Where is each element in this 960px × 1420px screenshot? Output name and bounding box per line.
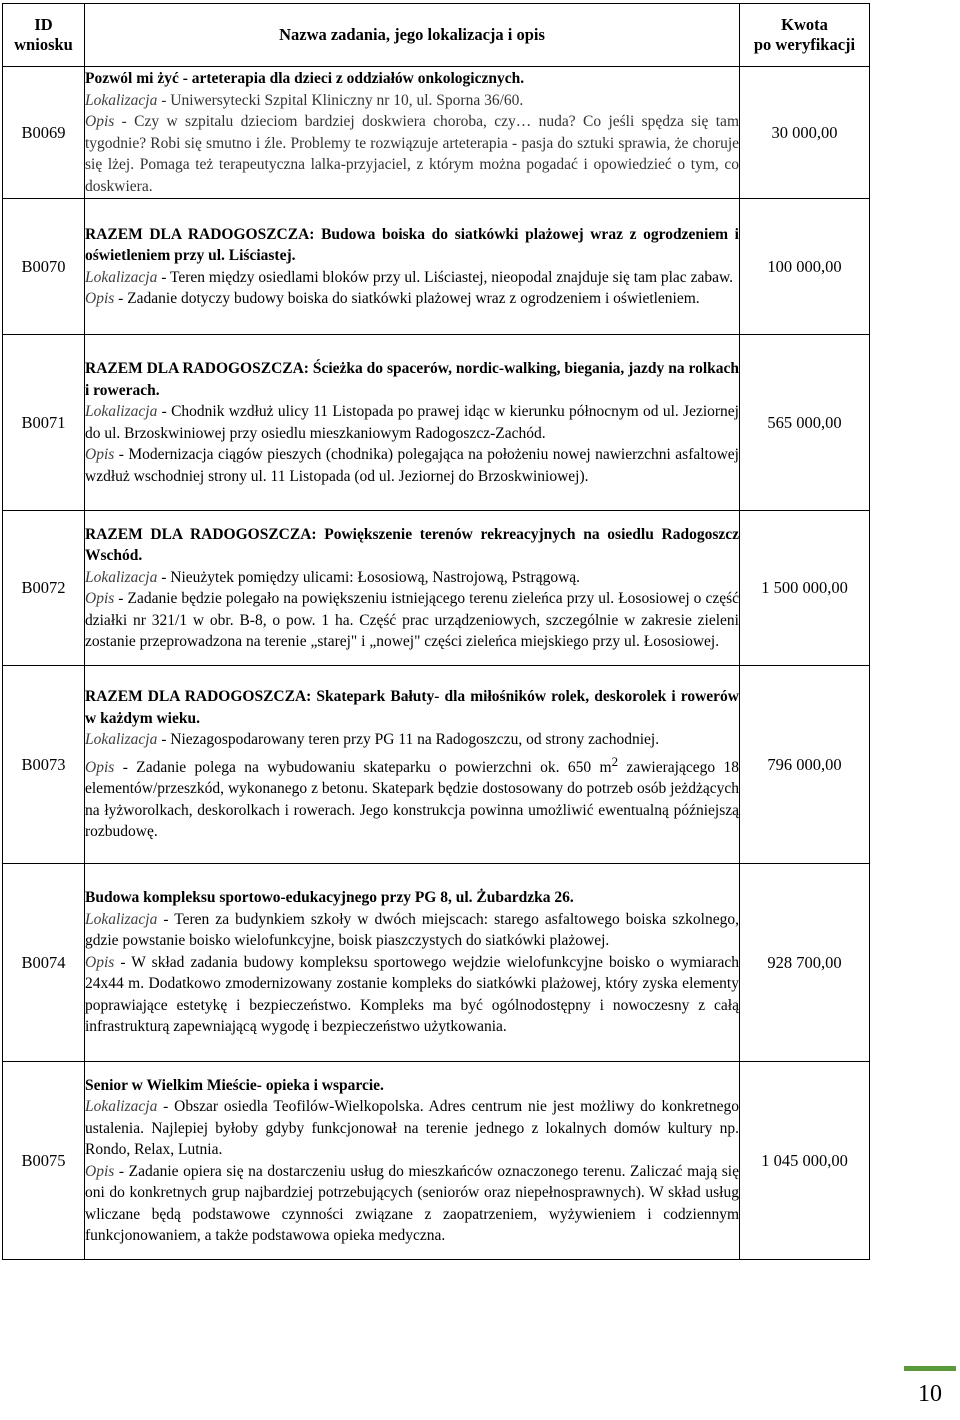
row-description xyxy=(85,1062,740,1260)
location-text: - Teren za budynkiem szkoły w dwóch miejscach: starego asfaltowego boiska szkolnego, gdzie powstanie boisko wielofunkcyjne, boisk piaszczystych do siatkówki plażowej. xyxy=(85,910,739,950)
projects-table xyxy=(2,3,870,1260)
row-id: B0069 xyxy=(3,67,85,199)
location-label: Lokalizacja xyxy=(85,268,158,286)
description-text: - Modernizacja ciągów pieszych (chodnika) polegająca na położeniu nowej nawierzchni asfaltowej wzdłuż wschodniej strony ul. 11 Listopada (od ul. Jeziornej do Brzoskwiniowej). xyxy=(85,446,739,485)
row-amount: 928 700,00 xyxy=(740,864,870,1062)
location-label: Lokalizacja xyxy=(85,910,158,928)
location-label: Lokalizacja xyxy=(85,91,158,109)
table-row xyxy=(3,864,870,1062)
row-id: B0070 xyxy=(3,199,85,335)
description-text: - W skład zadania budowy kompleksu sportowego wejdzie wielofunkcyjne boisko o wymiarach 24x44 m. Dodatkowo zmodernizowany zostanie kompleks do siatkówki plażowej, który zyska elementy poprawiające estetykę i bezpieczeństwo. Kompleks ma być ogólnodostępny i nowoczesny z całą infrastrukturą zapewniającą wygodę i bezpieczeństwo użytkowania. xyxy=(85,953,739,1036)
table-row xyxy=(3,666,870,864)
row-amount: 1 045 000,00 xyxy=(740,1062,870,1260)
table-row xyxy=(3,335,870,511)
location-text: - Teren między osiedlami bloków przy ul. Liściastej, nieopodal znajduje się tam plac zabaw. xyxy=(157,268,734,286)
row-description xyxy=(85,666,740,864)
row-amount: 565 000,00 xyxy=(740,335,870,511)
description-text: - Zadanie dotyczy budowy boiska do siatkówki plażowej wraz z ogrodzeniem i oświetleniem. xyxy=(114,290,700,307)
row-id: B0071 xyxy=(3,335,85,511)
row-id: B0075 xyxy=(3,1062,85,1260)
location-text: - Obszar osiedla Teofilów-Wielkopolska. Adres centrum nie jest możliwy do konkretnego ustalenia. Najlepiej byłoby gdyby funkcjonował na terenie jednego z lokalnych domów kultury np. Rondo, Relax, Lutnia. xyxy=(85,1098,739,1158)
description-label: Opis xyxy=(85,953,115,971)
table-row xyxy=(3,511,870,666)
location-label: Lokalizacja xyxy=(85,731,158,749)
row-amount: 100 000,00 xyxy=(740,199,870,335)
row-amount: 796 000,00 xyxy=(740,666,870,864)
row-id: B0073 xyxy=(3,666,85,864)
description-text: - Zadanie opiera się na dostarczeniu usług do mieszkańców oznaczonego terenu. Zaliczać mają się oni do konkretnych grup najbardziej potrzebujących (seniorów oraz niepełnosprawnych). W skład usług wliczane będą podstawowe czynności związane z zaopatrzeniem, wyżywieniem i codziennym funkcjonowaniem, a także podstawowa opieka medyczna. xyxy=(85,1162,739,1244)
row-id: B0072 xyxy=(3,511,85,666)
location-label: Lokalizacja xyxy=(85,1098,158,1115)
location-text: - Nieużytek pomiędzy ulicami: Łososiową, Nastrojową, Pstrągową. xyxy=(157,568,581,586)
location-text: - Uniwersytecki Szpital Kliniczny nr 10, ul. Sporna 36/60. xyxy=(157,91,524,109)
description-text-cont: zawierającego 18 elementów/przeszkód, wykonanego z betonu. Skatepark będzie dostosowany do potrzeb osób jeżdżących na łyżworolkach, deskorolkach i rowerach. Jego konstrukcja powinna umożliwić ewentualną późniejszą rozbudowę. xyxy=(85,758,739,841)
description-label: Opis xyxy=(85,113,115,130)
location-text: - Chodnik wzdłuż ulicy 11 Listopada po prawej idąc w kierunku północnym od ul. Jeziornej do ul. Brzoskwiniowej przy osiedlu mieszkaniowym Radogoszcz-Zachód. xyxy=(85,403,739,442)
description-text: - Zadanie będzie polegało na powiększeniu istniejącego terenu zieleńca przy ul. Łososiowej o część działki nr 321/1 w obr. B-8, o pow. 1 ha. Część prac urządzeniowych, szczególnie w zakresie zieleni zostanie przeprowadzona na terenie „starej" i „nowej" części zieleńca miejskiego przy ul. Łososiowej. xyxy=(85,590,739,650)
location-text: - Niezagospodarowany teren przy PG 11 na Radogoszczu, od strony zachodniej. xyxy=(157,731,660,749)
row-title: Pozwól mi żyć - arteterapia dla dzieci z oddziałów onkologicznych. xyxy=(85,70,525,87)
row-description xyxy=(85,511,740,666)
row-description xyxy=(85,199,740,335)
superscript: 2 xyxy=(611,753,619,769)
row-title: RAZEM DLA RADOGOSZCZA: Ścieżka do spacerów, nordic-walking, biegania, jazdy na rolkach i rowerach. xyxy=(85,360,739,399)
row-description xyxy=(85,335,740,511)
row-amount: 30 000,00 xyxy=(740,67,870,199)
row-title: RAZEM DLA RADOGOSZCZA: Budowa boiska do siatkówki plażowej wraz z ogrodzeniem i oświetleniem przy ul. Liściastej. xyxy=(85,225,739,264)
row-description xyxy=(85,864,740,1062)
description-label: Opis xyxy=(85,290,115,307)
header-description: Nazwa zadania, jego lokalizacja i opis xyxy=(85,4,740,67)
description-label: Opis xyxy=(85,590,115,607)
description-text: - Czy w szpitalu dzieciom bardziej doskwiera choroba, czy… nuda? Co jeśli spędza się tam tygodnie? Robi się smutno i źle. Problemy te rozwiązuje arteterapia - pasja do sztuki sprawia, że choruje się lżej. Pomaga też terapeutyczna lalka-przyjaciel, z którym można pogadać i opowiedzieć o tym, co doskwiera. xyxy=(85,113,739,195)
row-amount: 1 500 000,00 xyxy=(740,511,870,666)
table-row xyxy=(3,67,870,199)
row-id: B0074 xyxy=(3,864,85,1062)
row-title: RAZEM DLA RADOGOSZCZA: Skatepark Bałuty- dla miłośników rolek, deskorolek i rowerów w każdym wieku. xyxy=(85,688,739,727)
header-amount: Kwota po weryfikacji xyxy=(740,4,870,67)
table-row xyxy=(3,1062,870,1260)
description-label: Opis xyxy=(85,446,115,463)
row-title: Budowa kompleksu sportowo-edukacyjnego przy PG 8, ul. Żubardzka 26. xyxy=(85,889,574,907)
table-row xyxy=(3,199,870,335)
location-label: Lokalizacja xyxy=(85,568,158,586)
description-label: Opis xyxy=(85,1162,115,1180)
page-number: 10 xyxy=(904,1366,956,1417)
row-description xyxy=(85,67,740,199)
description-text: - Zadanie polega na wybudowaniu skateparku o powierzchni ok. 650 m xyxy=(114,758,612,776)
table-header-row xyxy=(3,4,870,67)
header-id: ID wniosku xyxy=(3,4,85,67)
location-label: Lokalizacja xyxy=(85,403,158,420)
row-title: Senior w Wielkim Mieście- opieka i wsparcie. xyxy=(85,1076,384,1094)
row-title: RAZEM DLA RADOGOSZCZA: Powiększenie terenów rekreacyjnych na osiedlu Radogoszcz Wschód. xyxy=(85,525,739,564)
description-label: Opis xyxy=(85,758,115,776)
